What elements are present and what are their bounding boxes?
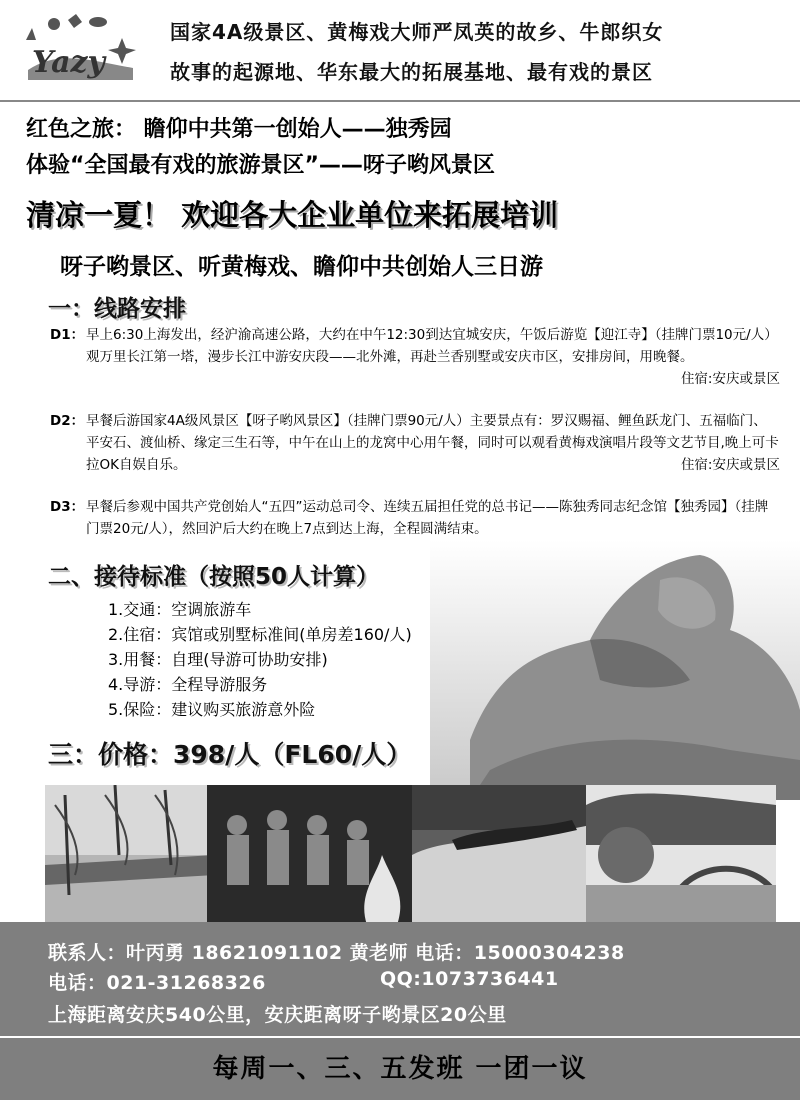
yazy-logo bbox=[18, 10, 138, 92]
rafting-photo bbox=[412, 785, 590, 925]
day-text: 早上6:30上海发出，经沪渝高速公路，大约在中午12:30到达宜城安庆，午饭后游览【迎江寺】（挂牌门票10元/人）观万里长江第一塔，漫步长江中游安庆段——北外滩，再赴兰香别墅或安庆市区，安排房间，用晚餐。 bbox=[86, 327, 778, 365]
day-stay: 住宿:安庆或景区 bbox=[680, 457, 780, 473]
route-day-2 bbox=[50, 410, 780, 476]
intro-line-2: 故事的起源地、华东最大的拓展基地、最有戏的景区 bbox=[170, 60, 653, 84]
divider bbox=[0, 1036, 800, 1038]
contact-line-1: 联系人：叶丙勇 18621091102 黄老师 电话：15000304238 bbox=[48, 942, 625, 964]
day-label: D3： bbox=[50, 499, 85, 515]
campfire-group-photo bbox=[207, 785, 417, 925]
price-heading: 三：价格：398/人（FL60/人） bbox=[48, 740, 412, 769]
route-day-3 bbox=[50, 496, 780, 540]
office-phone: 电话：021-31268326 bbox=[48, 972, 266, 994]
day-label: D1： bbox=[50, 327, 85, 343]
rock-scenery-image bbox=[430, 540, 800, 800]
red-tour-headline: 红色之旅： 瞻仰中共第一创始人——独秀园 bbox=[26, 117, 452, 142]
standard-item: 5.保险：建议购买旅游意外险 bbox=[108, 700, 316, 719]
lake-willow-photo bbox=[45, 785, 215, 925]
departure-schedule: 每周一、三、五发班 一团一议 bbox=[212, 1054, 588, 1084]
summer-headline: 清凉一夏！ 欢迎各大企业单位来拓展培训 bbox=[26, 198, 559, 232]
standard-item: 3.用餐：自理(导游可协助安排) bbox=[108, 650, 328, 669]
distance-info: 上海距离安庆540公里，安庆距离呀子哟景区20公里 bbox=[48, 1004, 507, 1026]
day-label: D2： bbox=[50, 413, 85, 429]
standards-heading: 二、接待标准（按照50人计算） bbox=[48, 564, 380, 590]
header bbox=[0, 0, 800, 102]
standard-item: 1.交通：空调旅游车 bbox=[108, 600, 252, 619]
day-text: 早餐后游国家4A级风景区【呀子哟风景区】（挂牌门票90元/人）主要景点有：罗汉赐福、鲤鱼跃龙门、五福临门、平安石、渡仙桥、缘定三生石等，中午在山上的龙窝中心用午餐，同时可以观看黄梅戏演唱片段等文艺节目,晚上可卡拉OK自娱自乐。 bbox=[86, 413, 779, 473]
qq-number: QQ:1073736441 bbox=[380, 968, 559, 990]
svg-text:Yazy: Yazy bbox=[32, 45, 105, 80]
experience-headline: 体验“全国最有戏的旅游景区”——呀子哟风景区 bbox=[26, 153, 495, 178]
day-text: 早餐后参观中国共产党创始人“五四”运动总司令、连续五届担任党的总书记——陈独秀同志纪念馆【独秀园】（挂牌门票20元/人），然回沪后大约在晚上7点到达上海，全程圆满结束。 bbox=[86, 499, 769, 537]
route-day-1 bbox=[50, 324, 780, 387]
intro-line-1: 国家4A级景区、黄梅戏大师严凤英的故乡、牛郎织女 bbox=[170, 20, 664, 44]
standard-item: 4.导游：全程导游服务 bbox=[108, 675, 268, 694]
route-heading: 一：线路安排 bbox=[48, 296, 186, 322]
tour-title: 呀子哟景区、听黄梅戏、瞻仰中共创始人三日游 bbox=[60, 254, 543, 280]
standard-item: 2.住宿：宾馆或别墅标准间(单房差160/人) bbox=[108, 625, 412, 644]
garden-bridge-photo bbox=[586, 785, 776, 925]
day-stay: 住宿:安庆或景区 bbox=[680, 371, 780, 387]
